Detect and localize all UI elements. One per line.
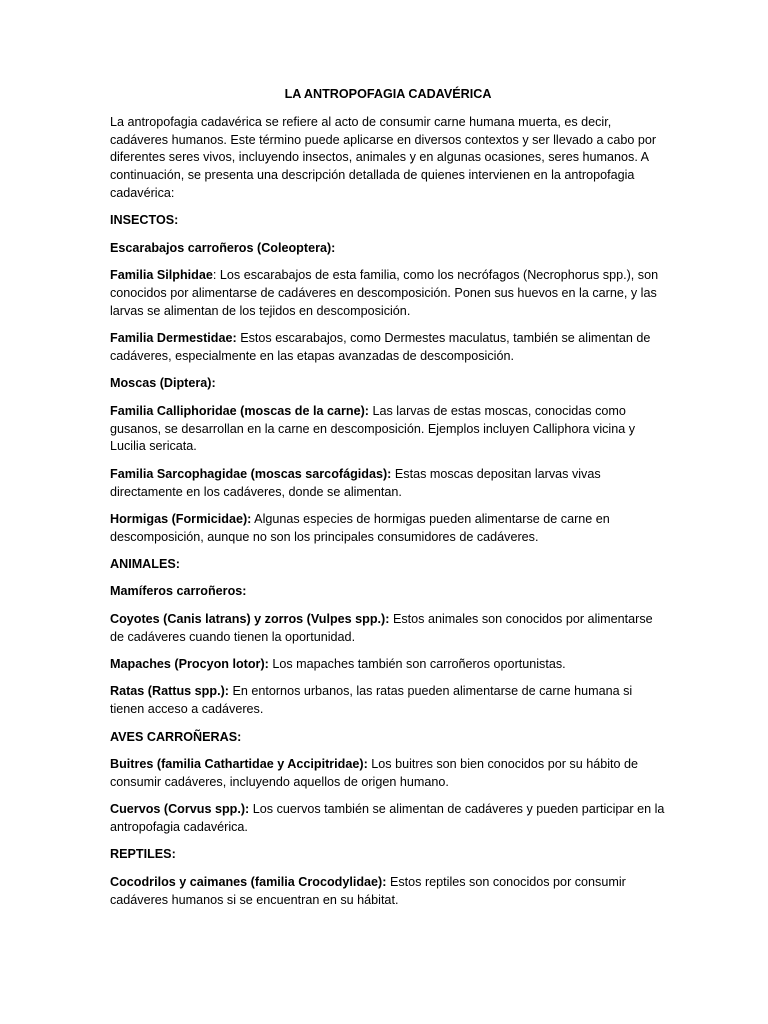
paragraph-hormigas [110, 511, 666, 547]
paragraph-text: Estos reptiles son conocidos por consumir cadáveres humanos si se encuentran en su hábitat. [110, 874, 626, 907]
paragraph-mapaches [110, 656, 666, 674]
paragraph-text: Estas moscas depositan larvas vivas directamente en los cadáveres, donde se alimentan. [110, 466, 601, 499]
section-heading-aves: AVES CARROÑERAS: [110, 729, 242, 744]
paragraph-cuervos [110, 801, 666, 837]
paragraph-cocodrilos [110, 874, 666, 910]
subsection-heading-escarabajos: Escarabajos carroñeros (Coleoptera): [110, 240, 336, 255]
paragraph-buitres [110, 756, 666, 792]
paragraph-silphidae [110, 267, 666, 320]
paragraph-text: Las larvas de estas moscas, conocidas como gusanos, se desarrollan en la carne en descomposición. Ejemplos incluyen Calliphora vicina y Lucilia sericata. [110, 403, 636, 454]
paragraph-calliphoridae [110, 403, 666, 456]
paragraph-text: Estos animales son conocidos por alimentarse de cadáveres cuando tienen la oportunidad. [110, 611, 653, 644]
paragraph-lead: Familia Silphidae [110, 268, 213, 283]
subsection-heading-mamiferos: Mamíferos carroñeros: [110, 584, 247, 599]
paragraph-text: Algunas especies de hormigas pueden alimentarse de carne en descomposición, aunque no son los principales consumidores de cadáveres. [110, 511, 610, 544]
paragraph-lead: Familia Calliphoridae (moscas de la carne): [110, 403, 369, 418]
paragraph-text: Los mapaches también son carroñeros oportunistas. [268, 657, 566, 672]
paragraph-dermestidae [110, 330, 666, 366]
document-page [110, 86, 666, 919]
paragraph-lead: Hormigas (Formicidae): [110, 511, 252, 526]
paragraph-lead: Familia Sarcophagidae (moscas sarcofágidas): [110, 466, 392, 481]
paragraph-text: : Los escarabajos de esta familia, como los necrófagos (Necrophorus spp.), son conocidos por alimentarse de cadáveres en descomposición. Ponen sus huevos en la carne, y las larvas se alimentan de los tejidos en descomposición. [110, 268, 659, 318]
paragraph-ratas [110, 683, 666, 719]
paragraph-lead: Ratas (Rattus spp.): [110, 684, 229, 699]
intro-paragraph: La antropofagia cadavérica se refiere al acto de consumir carne humana muerta, es decir, cadáveres humanos. Este término puede aplicarse en diversos contextos y ser llevado a cabo por diferentes seres vivos, incluyendo insectos, animales y en algunas ocasiones, seres humanos. A continuación, se presenta una descripción detallada de quienes intervienen en la antropofagia cadavérica: [110, 114, 657, 200]
paragraph-sarcophagidae [110, 466, 666, 502]
section-heading-insectos: INSECTOS: [110, 213, 179, 228]
paragraph-text: Los buitres son bien conocidos por su hábito de consumir cadáveres, incluyendo aquellos de origen humano. [110, 757, 639, 789]
paragraph-lead: Mapaches (Procyon lotor): [110, 657, 269, 672]
subsection-heading-moscas: Moscas (Diptera): [110, 376, 216, 391]
paragraph-lead: Familia Dermestidae: [110, 331, 237, 346]
paragraph-text: En entornos urbanos, las ratas pueden alimentarse de carne humana si tienen acceso a cadáveres. [110, 684, 633, 717]
paragraph-lead: Coyotes (Canis latrans) y zorros (Vulpes spp.): [110, 611, 390, 626]
section-heading-animales: ANIMALES: [110, 557, 180, 572]
document-title: LA ANTROPOFAGIA CADAVÉRICA [284, 87, 492, 101]
paragraph-lead: Cuervos (Corvus spp.): [110, 802, 250, 817]
section-heading-reptiles: REPTILES: [110, 847, 176, 862]
paragraph-coyotes [110, 611, 666, 647]
paragraph-lead: Cocodrilos y caimanes (familia Crocodylidae): [110, 874, 387, 889]
paragraph-lead: Buitres (familia Cathartidae y Accipitridae): [110, 757, 368, 772]
paragraph-text: Los cuervos también se alimentan de cadáveres y pueden participar en la antropofagia cadavérica. [110, 802, 665, 834]
paragraph-text: Estos escarabajos, como Dermestes maculatus, también se alimentan de cadáveres, especialmente en las etapas avanzadas de descomposición. [110, 331, 651, 363]
